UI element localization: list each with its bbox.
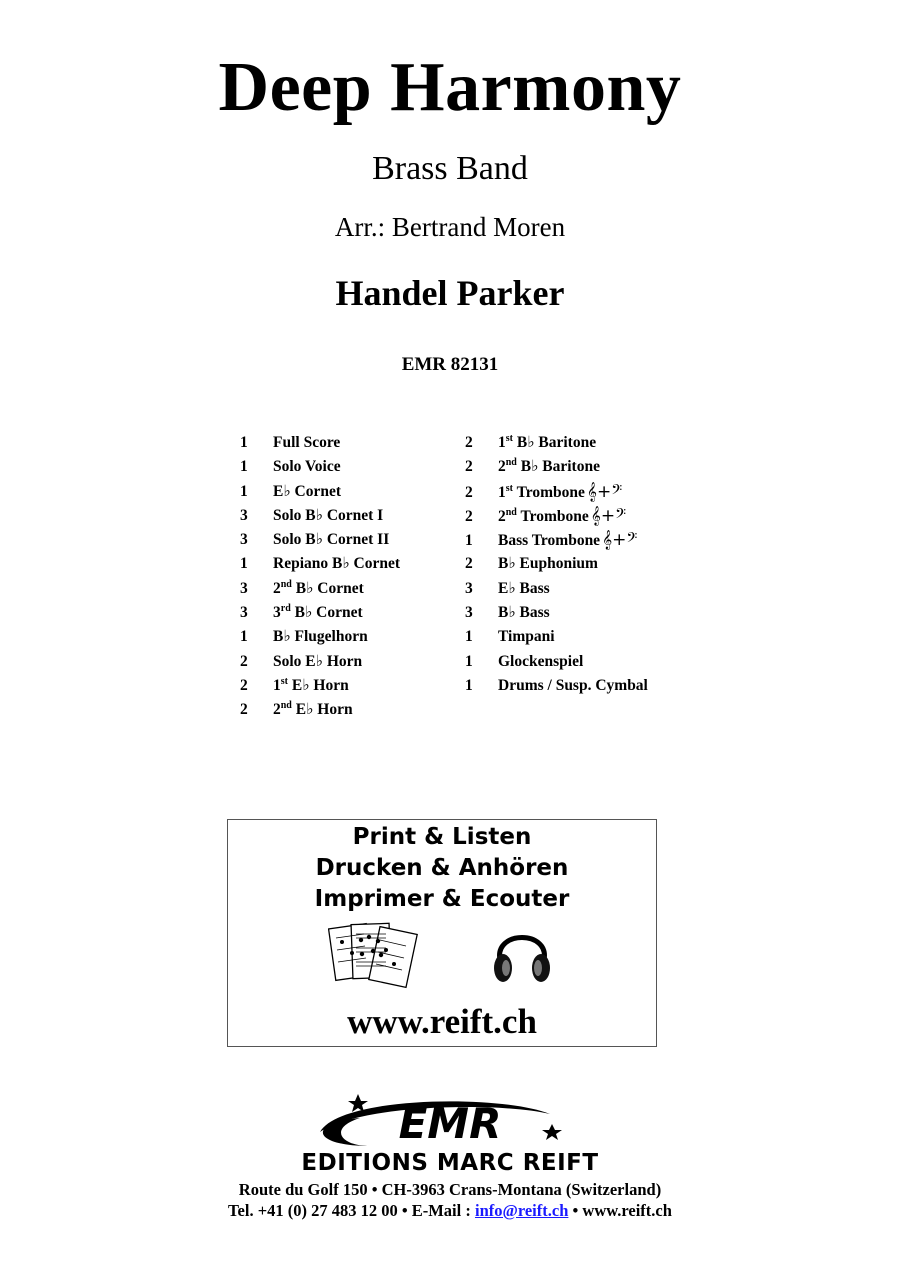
instrument-name: Solo B♭ Cornet I xyxy=(273,506,384,524)
part-name xyxy=(498,601,550,625)
ordinal-number: 1 xyxy=(498,483,506,501)
part-row xyxy=(240,455,400,479)
ordinal-number: 3 xyxy=(273,604,281,622)
part-quantity: 3 xyxy=(240,531,248,549)
part-name xyxy=(273,480,341,504)
part-quantity: 1 xyxy=(465,652,473,670)
instrument-name: E♭ Bass xyxy=(498,579,550,597)
instrument-name: B♭ Baritone xyxy=(512,434,597,451)
catalog-number: EMR 82131 xyxy=(401,354,499,375)
promo-url[interactable]: www.reift.ch xyxy=(347,1002,537,1041)
part-name xyxy=(498,577,550,601)
treble-bass-clef-icon: 𝄞+𝄢 xyxy=(602,530,638,551)
part-row xyxy=(240,650,400,674)
part-row xyxy=(465,674,648,698)
part-row xyxy=(240,601,400,625)
part-row xyxy=(240,625,400,649)
ordinal-suffix: rd xyxy=(280,602,291,614)
part-quantity: 2 xyxy=(465,434,473,451)
page-title: Deep Harmony xyxy=(218,49,682,126)
promo-box xyxy=(227,819,657,1047)
instrument-name: B♭ Euphonium xyxy=(498,555,598,573)
treble-bass-clef-icon: 𝄞+𝄢 xyxy=(586,481,623,502)
part-name xyxy=(273,552,400,576)
part-quantity: 1 xyxy=(465,628,473,646)
part-name xyxy=(498,650,583,674)
instrument-name: Glockenspiel xyxy=(498,652,584,670)
part-row xyxy=(465,577,648,601)
part-name xyxy=(498,480,622,505)
part-name xyxy=(273,698,353,722)
instrument-name: E♭ Horn xyxy=(291,701,353,719)
part-row xyxy=(465,528,648,552)
subtitle: Brass Band xyxy=(372,150,528,187)
part-quantity: 2 xyxy=(240,701,248,719)
publisher-address: Route du Golf 150 • CH-3963 Crans-Montana (Switzerland) xyxy=(238,1180,662,1199)
part-row xyxy=(465,625,648,649)
part-name xyxy=(273,625,368,649)
instrument-name: Solo E♭ Horn xyxy=(273,652,363,670)
part-quantity: 1 xyxy=(465,676,473,694)
instrument-name: Timpani xyxy=(498,628,555,646)
part-row xyxy=(240,552,400,576)
ordinal-suffix: st xyxy=(280,675,288,687)
part-name xyxy=(273,455,341,479)
ordinal-number: 2 xyxy=(498,458,506,476)
ordinal-suffix: st xyxy=(505,432,513,444)
publisher-contact xyxy=(0,1201,900,1221)
ordinal-number: 2 xyxy=(498,507,506,525)
instrument-name: Repiano B♭ Cornet xyxy=(273,555,401,573)
contact-suffix: • www.reift.ch xyxy=(568,1201,672,1220)
part-row xyxy=(240,577,400,601)
part-name xyxy=(273,504,383,528)
instrument-name: E♭ Cornet xyxy=(273,482,342,500)
emr-logo-text: EMR xyxy=(398,1099,502,1148)
ordinal-suffix: nd xyxy=(280,578,292,590)
part-name xyxy=(498,504,626,529)
part-quantity: 1 xyxy=(240,482,248,500)
part-name xyxy=(273,601,363,625)
part-quantity: 2 xyxy=(240,652,248,670)
treble-bass-clef-icon: 𝄞+𝄢 xyxy=(590,505,627,526)
ordinal-suffix: nd xyxy=(505,506,517,518)
part-quantity: 1 xyxy=(240,458,248,476)
instrument-name: B♭ Flugelhorn xyxy=(273,628,368,646)
headphones-icon xyxy=(490,920,554,986)
part-quantity: 3 xyxy=(240,604,248,622)
instrument-name: Trombone xyxy=(512,483,585,501)
part-row xyxy=(240,674,400,698)
part-name xyxy=(498,674,648,698)
parts-list-right xyxy=(465,431,648,698)
part-name xyxy=(273,674,349,698)
ordinal-suffix: st xyxy=(505,482,513,494)
part-name xyxy=(498,625,555,649)
instrument-name: Drums / Susp. Cymbal xyxy=(498,676,648,694)
ordinal-number: 1 xyxy=(273,676,281,694)
publisher-name: EDITIONS MARC REIFT xyxy=(301,1150,599,1176)
part-name xyxy=(498,528,637,553)
instrument-name: Bass Trombone xyxy=(498,532,601,550)
part-quantity: 3 xyxy=(465,604,473,622)
part-name xyxy=(273,431,340,455)
part-row xyxy=(240,431,400,455)
part-quantity: 1 xyxy=(240,555,248,573)
instrument-name: B♭ Bass xyxy=(498,604,550,622)
instrument-name: Solo B♭ Cornet II xyxy=(273,531,390,549)
instrument-name: B♭ Baritone xyxy=(516,458,600,476)
part-row xyxy=(465,455,648,479)
part-name xyxy=(498,552,598,576)
part-row xyxy=(240,504,400,528)
instrument-name: E♭ Horn xyxy=(287,676,349,694)
contact-prefix: Tel. +41 (0) 27 483 12 00 • E-Mail : xyxy=(228,1201,475,1220)
part-quantity: 2 xyxy=(465,483,473,501)
ordinal-number: 2 xyxy=(273,579,281,597)
ordinal-suffix: nd xyxy=(280,700,292,712)
part-quantity: 2 xyxy=(465,507,473,525)
ordinal-number: 1 xyxy=(498,434,506,451)
part-row xyxy=(465,480,648,504)
parts-list-left xyxy=(240,431,400,723)
sheet-music-icon xyxy=(328,920,420,992)
composer: Handel Parker xyxy=(335,273,565,313)
instrument-name: Trombone xyxy=(516,507,589,525)
promo-line-german: Drucken & Anhören xyxy=(315,855,569,881)
part-quantity: 1 xyxy=(240,434,248,451)
part-row xyxy=(465,431,648,455)
part-quantity: 2 xyxy=(240,676,248,694)
part-quantity: 3 xyxy=(465,579,473,597)
part-row xyxy=(240,528,400,552)
part-name xyxy=(498,431,596,455)
promo-line-french: Imprimer & Ecouter xyxy=(314,886,570,912)
part-row xyxy=(465,552,648,576)
part-name xyxy=(273,528,389,552)
part-quantity: 3 xyxy=(240,579,248,597)
part-row xyxy=(240,698,400,722)
part-quantity: 1 xyxy=(240,628,248,646)
part-row xyxy=(465,504,648,528)
arranger: Arr.: Bertrand Moren xyxy=(334,212,566,242)
part-quantity: 2 xyxy=(465,458,473,476)
star-icon xyxy=(348,1094,368,1112)
part-name xyxy=(273,577,364,601)
instrument-name: B♭ Cornet xyxy=(291,579,364,597)
star-icon xyxy=(542,1124,562,1140)
part-name xyxy=(273,650,362,674)
emr-logo xyxy=(300,1088,600,1154)
part-row xyxy=(465,650,648,674)
ordinal-suffix: nd xyxy=(505,457,517,469)
promo-line-english: Print & Listen xyxy=(352,824,532,850)
instrument-name: B♭ Cornet xyxy=(290,604,363,622)
part-row xyxy=(465,601,648,625)
instrument-name: Full Score xyxy=(273,434,341,451)
part-quantity: 3 xyxy=(240,506,248,524)
part-row xyxy=(240,480,400,504)
part-quantity: 1 xyxy=(465,532,473,550)
part-name xyxy=(498,455,600,479)
part-quantity: 2 xyxy=(465,555,473,573)
email-link[interactable]: info@reift.ch xyxy=(474,1201,569,1220)
instrument-name: Solo Voice xyxy=(273,458,341,476)
ordinal-number: 2 xyxy=(273,701,281,719)
